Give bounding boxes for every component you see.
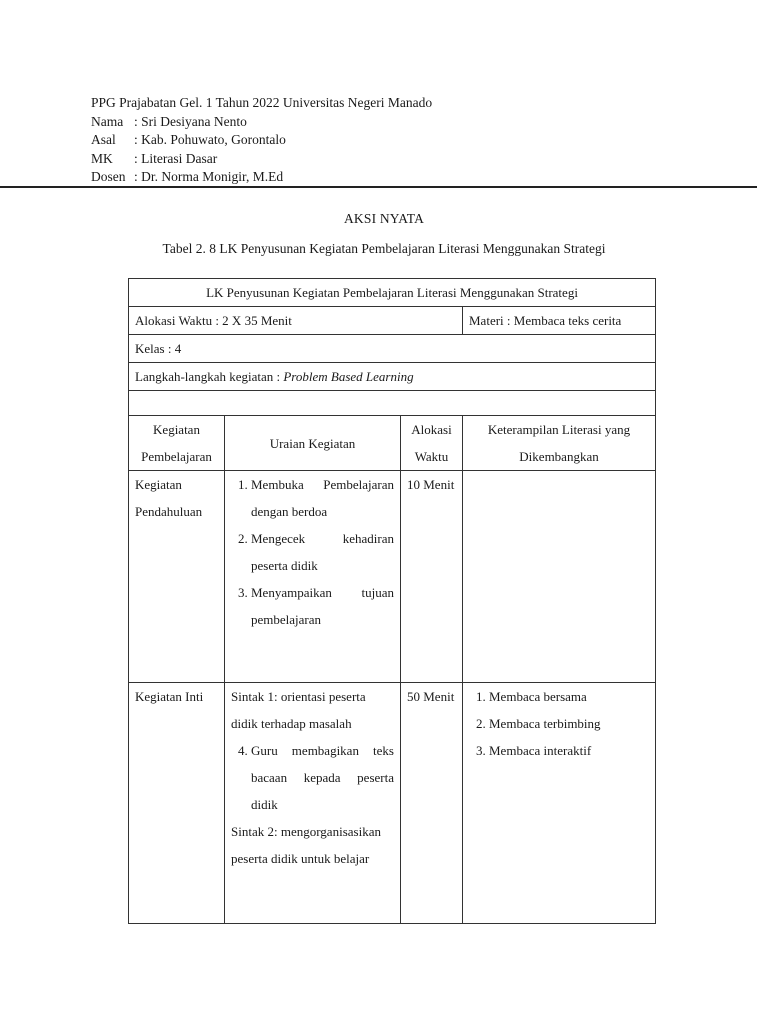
header-row-asal xyxy=(91,131,432,150)
table-title-row xyxy=(129,279,656,307)
alokasi-cell: 10 Menit xyxy=(401,471,463,683)
header-row-nama xyxy=(91,113,432,132)
header-kegiatan: Kegiatan Pembelajaran xyxy=(129,416,225,471)
uraian-list xyxy=(231,737,394,818)
table-row-inti xyxy=(129,683,656,924)
sintak-1: Sintak 1: orientasi peserta didik terhadap masalah xyxy=(231,689,366,731)
alokasi-waktu-cell: Alokasi Waktu : 2 X 35 Menit xyxy=(129,307,463,335)
header-row-mk xyxy=(91,150,432,169)
list-item: 2. Mengecek kehadiran peserta didik xyxy=(251,525,394,579)
kegiatan-cell: Kegiatan Pendahuluan xyxy=(129,471,225,683)
header-value: : Sri Desiyana Nento xyxy=(134,113,247,129)
langkah-label: Langkah-langkah kegiatan : xyxy=(135,369,284,384)
langkah-cell xyxy=(129,363,656,391)
header-key: MK xyxy=(91,150,113,166)
document-header xyxy=(91,94,432,187)
header-divider xyxy=(0,186,757,188)
keterampilan-cell xyxy=(463,471,656,683)
table-row-pendahuluan xyxy=(129,471,656,683)
header-key: Asal xyxy=(91,132,116,147)
header-row-dosen xyxy=(91,168,432,187)
sintak-2: Sintak 2: mengorganisasikan peserta didik untuk belajar xyxy=(231,824,381,866)
header-keterampilan: Keterampilan Literasi yang Dikembangkan xyxy=(463,416,656,471)
header-key: Nama xyxy=(91,113,124,129)
list-item: 3. Menyampaikan tujuan pembelajaran xyxy=(251,579,394,633)
list-item: 1. Membaca bersama xyxy=(489,683,649,710)
table-langkah-row xyxy=(129,363,656,391)
kelas-cell: Kelas : 4 xyxy=(129,335,656,363)
keterampilan-list xyxy=(469,683,649,764)
list-item: 1. Membuka Pembelajaran dengan berdoa xyxy=(251,471,394,525)
empty-cell xyxy=(129,391,656,416)
header-alokasi: Alokasi Waktu xyxy=(401,416,463,471)
list-item: 2. Membaca terbimbing xyxy=(489,710,649,737)
lk-table xyxy=(128,278,656,924)
uraian-list xyxy=(231,471,394,633)
kegiatan-cell: Kegiatan Inti xyxy=(129,683,225,924)
header-value: : Kab. Pohuwato, Gorontalo xyxy=(134,132,286,147)
header-uraian: Uraian Kegiatan xyxy=(225,416,401,471)
keterampilan-cell xyxy=(463,683,656,924)
uraian-cell xyxy=(225,471,401,683)
uraian-cell xyxy=(225,683,401,924)
table-info-row xyxy=(129,307,656,335)
table-header-row xyxy=(129,416,656,471)
table-empty-row xyxy=(129,391,656,416)
program-line: PPG Prajabatan Gel. 1 Tahun 2022 Universitas Negeri Manado xyxy=(91,95,433,110)
materi-cell: Materi : Membaca teks cerita xyxy=(463,307,656,335)
header-value: : Literasi Dasar xyxy=(134,150,218,166)
header-key: Dosen xyxy=(91,169,126,184)
page-title: AKSI NYATA xyxy=(343,211,425,226)
list-item: 4. Guru membagikan teks bacaan kepada peserta didik xyxy=(251,737,394,818)
alokasi-cell: 50 Menit xyxy=(401,683,463,924)
header-value: : Dr. Norma Monigir, M.Ed xyxy=(134,169,284,184)
table-caption: Tabel 2. 8 LK Penyusunan Kegiatan Pembelajaran Literasi Menggunakan Strategi xyxy=(162,241,606,256)
table-title: LK Penyusunan Kegiatan Pembelajaran Literasi Menggunakan Strategi xyxy=(129,279,656,307)
list-item: 3. Membaca interaktif xyxy=(489,737,649,764)
langkah-model: Problem Based Learning xyxy=(283,369,414,384)
table-kelas-row xyxy=(129,335,656,363)
